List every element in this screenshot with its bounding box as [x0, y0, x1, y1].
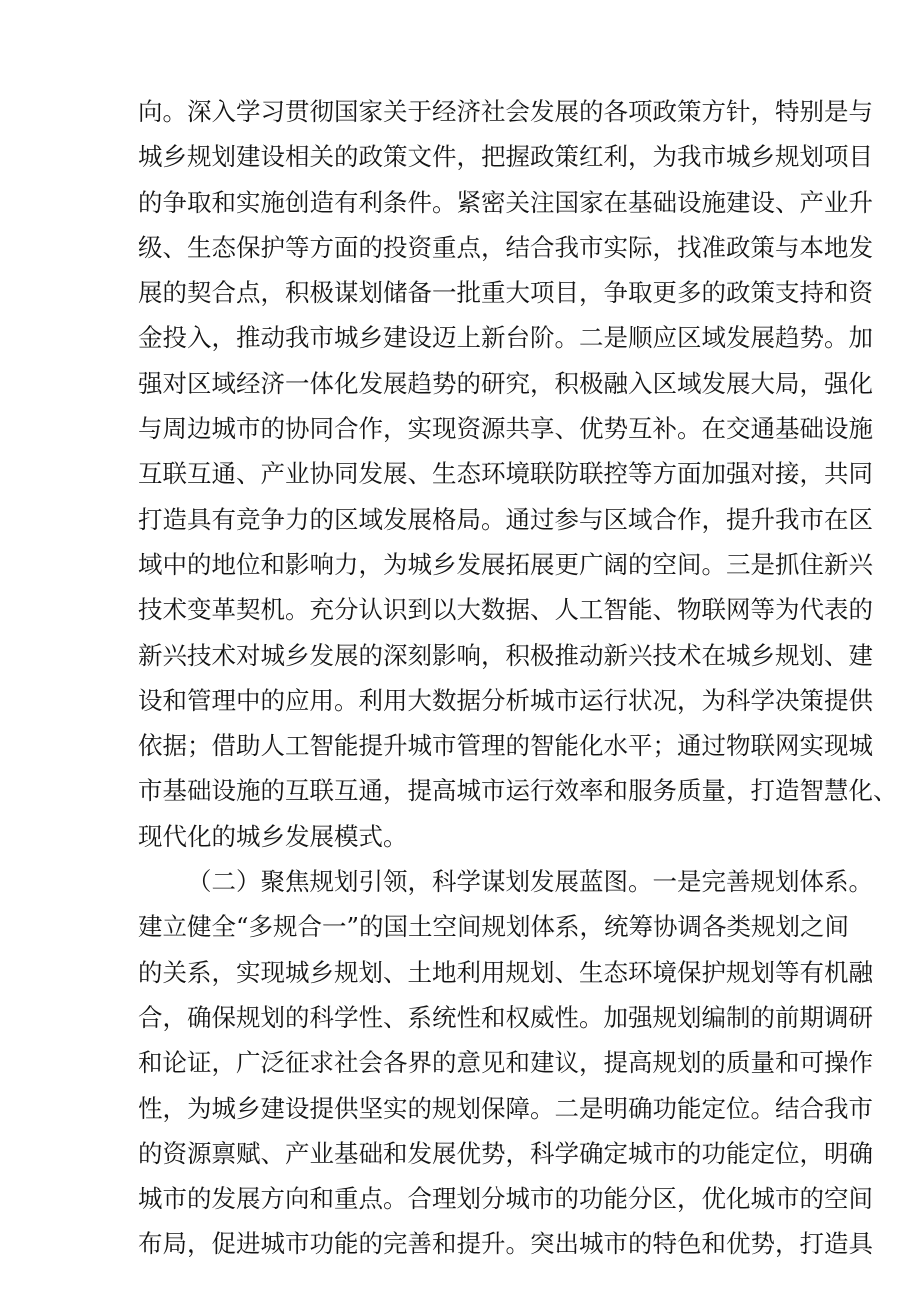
text-line: 现代化的城乡发展模式。: [138, 821, 408, 851]
body-text: [138, 89, 898, 1267]
text-line: 强对区域经济一体化发展趋势的研究，积极融入区域发展大局，强化: [138, 368, 873, 398]
text-line: 打造具有竞争力的区域发展格局。通过参与区域合作，提升我市在区: [138, 504, 873, 534]
paragraph-planning-guidance: [138, 859, 873, 1267]
text-line: 级、生态保护等方面的投资重点，结合我市实际，找准政策与本地发: [138, 232, 873, 262]
text-line: 依据；借助人工智能提升城市管理的智能化水平；通过物联网实现城: [138, 731, 873, 761]
text-line: 技术变革契机。充分认识到以大数据、人工智能、物联网等为代表的: [138, 595, 873, 625]
text-line: 的资源禀赋、产业基础和发展优势，科学确定城市的功能定位，明确: [138, 1138, 873, 1168]
text-line: 的关系，实现城乡规划、土地利用规划、生态环境保护规划等有机融: [138, 957, 873, 987]
text-line: 城市的发展方向和重点。合理划分城市的功能分区，优化城市的空间: [138, 1184, 873, 1214]
text-line: 展的契合点，积极谋划储备一批重大项目，争取更多的政策支持和资: [138, 278, 873, 308]
text-line: 城乡规划建设相关的政策文件，把握政策红利，为我市城乡规划项目: [138, 142, 873, 172]
text-line: 新兴技术对城乡发展的深刻影响，积极推动新兴技术在城乡规划、建: [138, 640, 873, 670]
text-line: 设和管理中的应用。利用大数据分析城市运行状况，为科学决策提供: [138, 685, 873, 715]
text-line: 域中的地位和影响力，为城乡发展拓展更广阔的空间。三是抓住新兴: [138, 549, 873, 579]
text-line: 建立健全“多规合一”的国土空间规划体系，统筹协调各类规划之间: [138, 912, 850, 942]
paragraph-policy-and-regional-trends: [138, 89, 898, 859]
text-line: 与周边城市的协同合作，实现资源共享、优势互补。在交通基础设施: [138, 414, 873, 444]
text-line: 金投入，推动我市城乡建设迈上新台阶。二是顺应区域发展趋势。加: [138, 323, 873, 353]
text-line: 的争取和实施创造有利条件。紧密关注国家在基础设施建设、产业升: [138, 187, 873, 217]
section-heading-line: （二）聚焦规划引领，科学谋划发展蓝图。一是完善规划体系。: [187, 867, 873, 897]
text-line: 互联互通、产业协同发展、生态环境联防联控等方面加强对接，共同: [138, 459, 873, 489]
text-line: 合，确保规划的科学性、系统性和权威性。加强规划编制的前期调研: [138, 1002, 873, 1032]
text-line: 性，为城乡建设提供坚实的规划保障。二是明确功能定位。结合我市: [138, 1093, 873, 1123]
text-line: 和论证，广泛征求社会各界的意见和建议，提高规划的质量和可操作: [138, 1048, 873, 1078]
text-line: 市基础设施的互联互通，提高城市运行效率和服务质量，打造智慧化、: [138, 776, 898, 806]
text-line: 向。深入学习贯彻国家关于经济社会发展的各项政策方针，特别是与: [138, 97, 873, 126]
text-line: 布局，促进城市功能的完善和提升。突出城市的特色和优势，打造具: [138, 1229, 873, 1259]
